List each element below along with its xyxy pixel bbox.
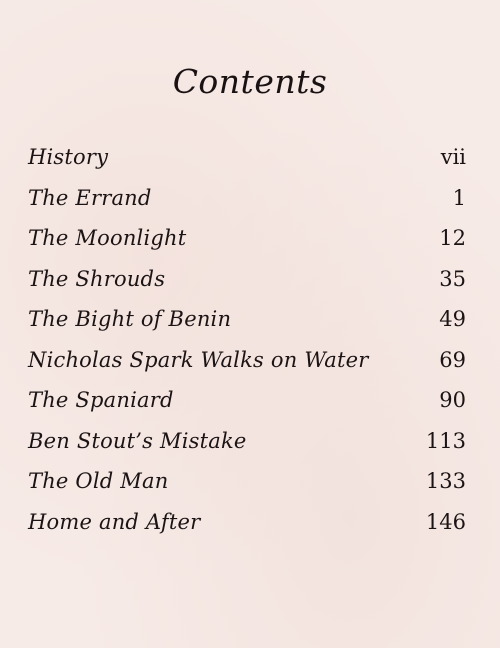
toc-entry [28,505,466,546]
chapter-title: The Spaniard [28,388,174,412]
toc-entry [28,383,466,424]
chapter-title: The Moonlight [28,226,187,250]
chapter-title: Ben Stout’s Mistake [28,428,247,453]
chapter-title: The Shrouds [28,266,166,291]
page-number: 12 [439,226,466,250]
toc-entry [28,140,466,181]
page-number: 1 [452,185,466,210]
page-number: 35 [439,266,466,291]
page-number: 69 [439,347,466,372]
toc-entry [28,424,466,465]
chapter-title: Home and After [28,509,201,534]
chapter-title: History [28,145,109,169]
toc-entry [28,221,466,262]
contents-heading: Contents [172,62,328,101]
toc-entry [28,302,466,343]
toc-entry [28,181,466,222]
table-of-contents [28,140,466,545]
chapter-title: The Bight of Benin [28,307,232,331]
page-number: 113 [425,428,466,453]
chapter-title: The Errand [28,185,152,210]
toc-entry [28,343,466,384]
chapter-title: The Old Man [28,469,169,493]
toc-entry [28,262,466,303]
page-number: 133 [425,469,466,493]
toc-entry [28,464,466,505]
page-number: 90 [439,388,466,412]
page-number: 146 [425,509,466,534]
page-number: vii [440,145,466,169]
page-number: 49 [439,307,466,331]
chapter-title: Nicholas Spark Walks on Water [28,347,369,372]
